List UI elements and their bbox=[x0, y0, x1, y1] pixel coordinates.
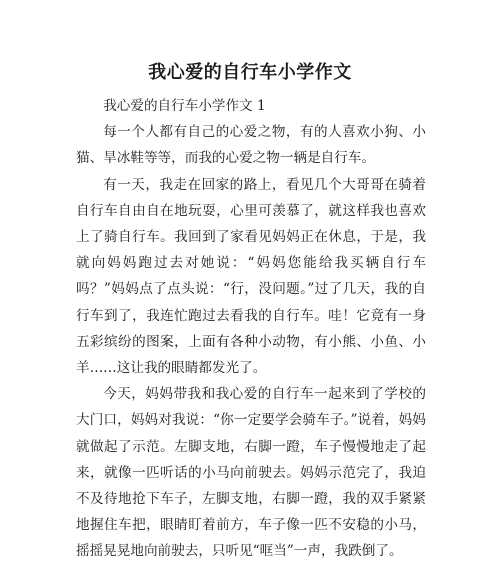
document-body bbox=[76, 93, 426, 565]
document-title: 我心爱的自行车小学作文 bbox=[148, 62, 352, 83]
paragraph-3: 今天，妈妈带我和我心爱的自行车一起来到了学校的大门口，妈妈对我说：“你一定要学会骑车子。”说着，妈妈就做起了示范。左脚支地，右脚一蹬，车子慢慢地走了起来，就像一匹听话的小马向前驶去。妈妈示范完了，我迫不及待地抢下车子，左脚支地，右脚一蹬，我的双手紧紧地握住车把，眼睛盯着前方，车子像一匹不安稳的小马，摇摇晃晃地向前驶去，只听见“哐当”一声，我跌倒了。 bbox=[76, 386, 426, 560]
paragraph-2: 有一天，我走在回家的路上，看见几个大哥哥在骑着自行车自由自在地玩耍，心里可羡慕了，就这样我也喜欢上了骑自行车。我回到了家看见妈妈正在休息，于是，我就向妈妈跑过去对她说：“妈妈您能给我买辆自行车吗？”妈妈点了点头说：“行，没问题。”过了几天，我的自行车到了，我连忙跑过去看我的自行车。哇！它竟有一身五彩缤纷的图案，上面有各种小动物，有小熊、小鱼、小羊……这让我的眼睛都发光了。 bbox=[76, 176, 426, 377]
essay-subtitle: 我心爱的自行车小学作文 1 bbox=[103, 98, 266, 114]
paragraph-1: 每一个人都有自己的心爱之物，有的人喜欢小狗、小猫、旱冰鞋等等，而我的心爱之物一辆是自行车。 bbox=[76, 124, 426, 167]
